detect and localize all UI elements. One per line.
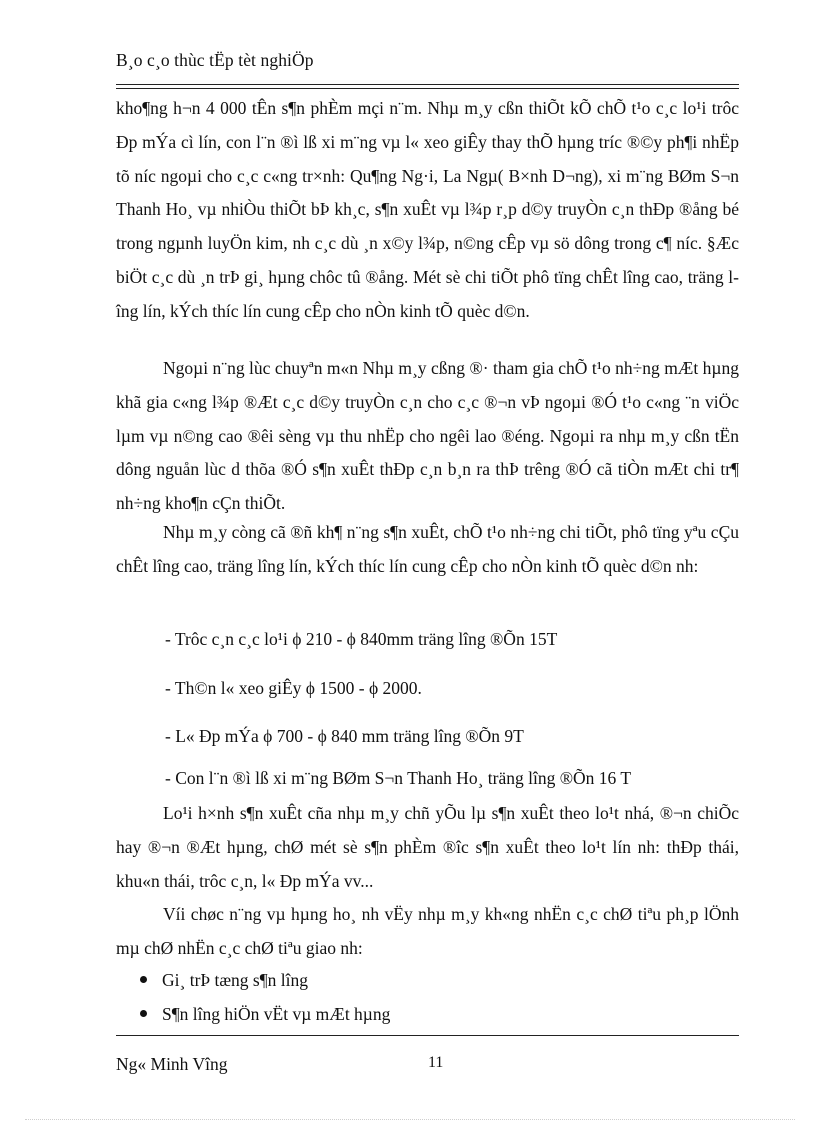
bullet-item: [140, 970, 308, 991]
body-paragraph-1: kho¶ng h¬n 4 000 tÊn s¶n phÈm mçi n¨m. Nhµ m¸y cßn thiÕt kÕ chÕ t¹o c¸c lo¹i trôc Ðp mÝa cì lín, con l¨n ®ì lß xi m¨ng vµ l« xeo giÊy thay thÕ hµng tríc ®©y ph¶i nhËp tõ níc ngoµi cho c¸c c«ng tr×nh: Qu¶ng Ng·i, La Ngµ( B×nh D¬ng), xi m¨ng BØm S¬n Thanh Ho¸ vµ nhiÒu thiÕt bÞ kh¸c, s¶n xuÊt vµ l¾p r¸p d©y truyÒn c¸n thÐp ®ång bé trong ngµnh luyÖn kim, nh c¸c dù ¸n x©y l¾p, n©ng cÊp vµ sö dông trong c¶ níc. §Æc biÖt c¸c dù ¸n trÞ gi¸ hµng chôc tû ®ång. Mét sè chi tiÕt phô tïng chÊt lîng cao, träng lîng lín, kÝch thíc lín cung cÊp cho nÒn kinh tÕ quèc d©n.: [116, 98, 739, 321]
bullet-text: S¶n lîng hiÖn vËt vµ mÆt hµng: [162, 1004, 391, 1024]
spec-item-cane-roller: - L« Ðp mÝa ϕ 700 - ϕ 840 mm träng lîng ®Õn 9T: [165, 726, 524, 746]
header-rule-top: [116, 84, 739, 85]
footer-rule: [116, 1035, 739, 1036]
bullet-icon: [140, 976, 147, 983]
body-paragraph-3: Nhµ m¸y còng cã ®ñ kh¶ n¨ng s¶n xuÊt, chÕ t¹o nh÷ng chi tiÕt, phô tïng yªu cÇu chÊt lîng cao, träng lîng lín, kÝch thíc lín cung cÊp cho nÒn kinh tÕ quèc d©n nh:: [116, 522, 739, 576]
footer-author: Ng« Minh Vîng: [116, 1054, 228, 1074]
header-rule-bottom: [116, 88, 739, 89]
body-paragraph-2: Ngoµi n¨ng lùc chuyªn m«n Nhµ m¸y cßng ®· tham gia chÕ t¹o nh÷ng mÆt hµng khã gia c«ng l¾p ®Æt c¸c d©y truyÒn c¸n cho c¸c ®¬n vÞ ngoµi ®Ó t¹o c«ng ¨n viÖc lµm vµ n©ng cao ®êi sèng vµ thu nhËp cho ngêi lao ®éng. Ngoµi ra nhµ m¸y cßn tËn dông nguån lùc d thõa ®Ó s¶n xuÊt thÐp c¸n b¸n ra thÞ trêng ®Ó cã tiÒn mÆt chi tr¶ nh÷ng kho¶n cÇn thiÕt.: [116, 358, 739, 514]
header-title: B¸o c¸o thùc tËp tèt nghiÖp: [116, 50, 314, 70]
page-edge-divider: [25, 1119, 795, 1120]
spec-item-kiln-roller: - Con l¨n ®ì lß xi m¨ng BØm S¬n Thanh Ho¸ träng lîng ®Õn 16 T: [165, 768, 632, 788]
body-paragraph-4: Lo¹i h×nh s¶n xuÊt cña nhµ m¸y chñ yÕu lµ s¶n xuÊt theo lo¹t nhá, ®¬n chiÕc hay ®¬n ®Æt hµng, chØ mét sè s¶n phÈm ®îc s¶n xuÊt theo lo¹t lín nh: thÐp thái, khu«n thái, trôc c¸n, l« Ðp mÝa vv...: [116, 803, 739, 891]
spec-item-rolling-shaft: - Trôc c¸n c¸c lo¹i ϕ 210 - ϕ 840mm träng lîng ®Õn 15T: [165, 629, 558, 649]
bullet-text: Gi¸ trÞ tæng s¶n lîng: [162, 970, 308, 990]
spec-item-paper-roller: - Th©n l« xeo giÊy ϕ 1500 - ϕ 2000.: [165, 678, 422, 698]
page-number: 11: [428, 1054, 444, 1071]
bullet-icon: [140, 1010, 147, 1017]
bullet-item: [140, 1004, 390, 1025]
body-paragraph-5: Víi chøc n¨ng vµ hµng ho¸ nh vËy nhµ m¸y kh«ng nhËn c¸c chØ tiªu ph¸p lÖnh mµ chØ nhËn c¸c chØ tiªu giao nh:: [116, 904, 739, 958]
